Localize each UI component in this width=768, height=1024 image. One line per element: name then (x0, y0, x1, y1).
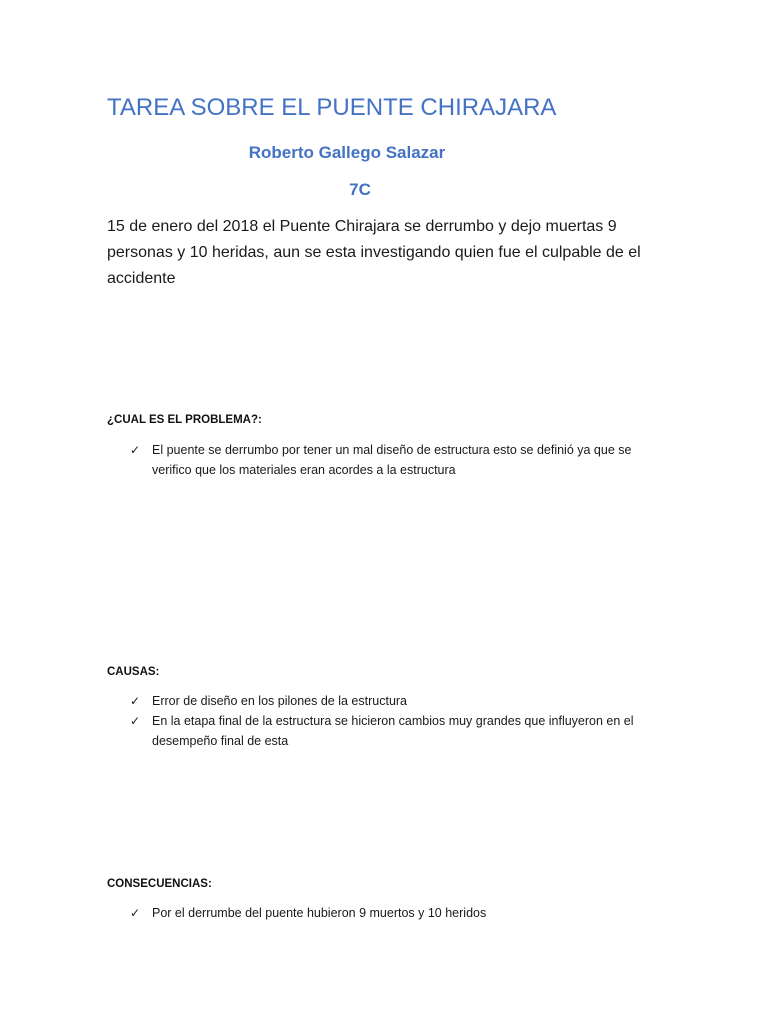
class-group: 7C (349, 180, 371, 199)
consequences-list (130, 903, 650, 923)
check-icon: ✓ (130, 906, 141, 920)
causes-list (130, 691, 650, 751)
section-heading-consequences: CONSECUENCIAS: (107, 878, 212, 890)
check-icon: ✓ (130, 714, 141, 728)
document-title: TAREA SOBRE EL PUENTE CHIRAJARA (107, 94, 557, 121)
list-item (130, 440, 650, 480)
list-item-text: Error de diseño en los pilones de la estructura (152, 694, 408, 708)
list-item (130, 711, 650, 751)
problem-list (130, 440, 650, 480)
author-name: Roberto Gallego Salazar (248, 143, 446, 162)
section-heading-problem: ¿CUAL ES EL PROBLEMA?: (107, 414, 262, 426)
list-item-text: El puente se derrumbo por tener un mal diseño de estructura esto se definió ya que se verifico que los materiales eran acordes a la estructura (152, 443, 632, 477)
check-icon: ✓ (130, 694, 141, 708)
list-item (130, 691, 650, 711)
list-item-text: En la etapa final de la estructura se hicieron cambios muy grandes que influyeron en el desempeño final de esta (152, 714, 634, 748)
section-heading-causes: CAUSAS: (107, 666, 160, 678)
list-item (130, 903, 650, 923)
check-icon: ✓ (130, 443, 141, 457)
intro-paragraph: 15 de enero del 2018 el Puente Chirajara se derrumbo y dejo muertas 9 personas y 10 heridas, aun se esta investigando quien fue el culpable de el accidente (107, 218, 641, 287)
list-item-text: Por el derrumbe del puente hubieron 9 muertos y 10 heridos (152, 906, 487, 920)
